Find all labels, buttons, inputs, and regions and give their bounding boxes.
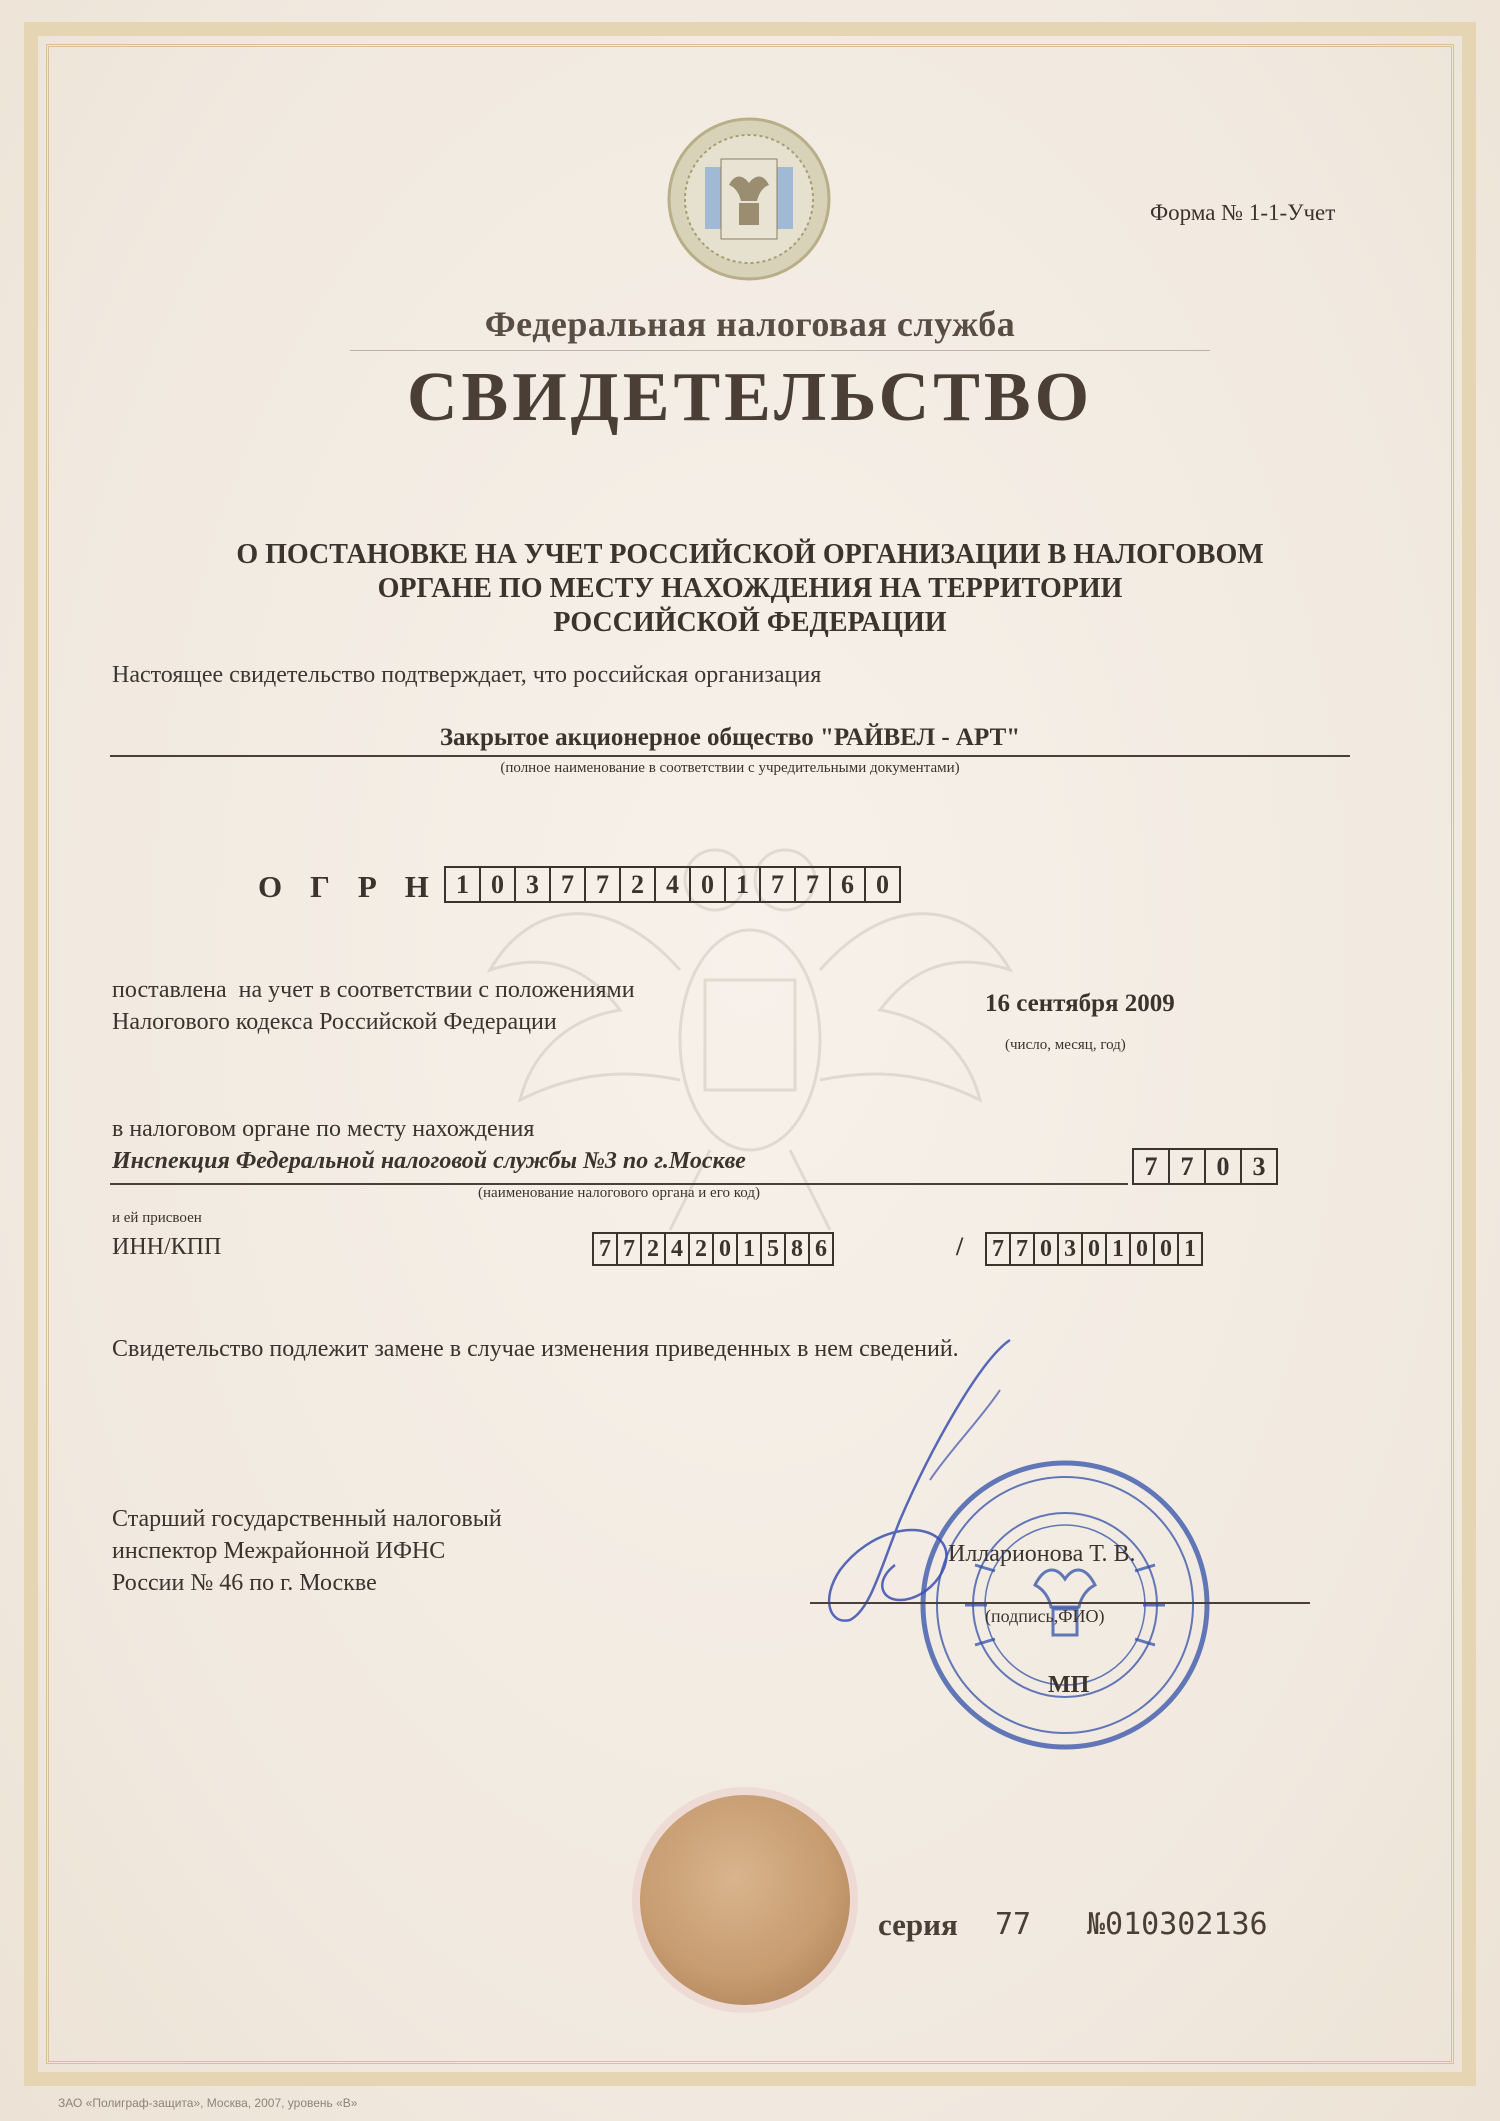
tax-authority-label: в налоговом органе по месту нахождения bbox=[112, 1116, 535, 1142]
document-title: СВИДЕТЕЛЬСТВО bbox=[406, 359, 1094, 436]
tax-code-boxes bbox=[1134, 1148, 1278, 1185]
inn-digit: 6 bbox=[808, 1232, 834, 1266]
organization-name: Закрытое акционерное общество "РАЙВЕЛ - АРТ" bbox=[439, 724, 1021, 751]
inn-digit: 7 bbox=[616, 1232, 642, 1266]
signatory-position bbox=[112, 1503, 502, 1599]
ogrn-digit: 6 bbox=[829, 866, 866, 903]
subtitle-line: РОССИЙСКОЙ ФЕДЕРАЦИИ bbox=[553, 607, 947, 638]
ogrn-digit: 0 bbox=[479, 866, 516, 903]
ogrn-digit: 0 bbox=[689, 866, 726, 903]
inn-digit-boxes bbox=[594, 1232, 834, 1266]
kpp-digit: 7 bbox=[985, 1232, 1011, 1266]
inn-digit: 5 bbox=[760, 1232, 786, 1266]
kpp-digit-boxes bbox=[987, 1232, 1203, 1266]
ogrn-digit: 7 bbox=[759, 866, 796, 903]
tax-code-digit: 3 bbox=[1240, 1148, 1278, 1185]
seal-place-mark: МП bbox=[1048, 1672, 1090, 1698]
assigned-label: и ей присвоен bbox=[112, 1210, 202, 1226]
registration-line: Налогового кодекса Российской Федерации bbox=[112, 1009, 557, 1035]
ogrn-label: ОГРН bbox=[258, 869, 457, 904]
tax-code-digit: 7 bbox=[1168, 1148, 1206, 1185]
ogrn-digit: 4 bbox=[654, 866, 691, 903]
signature-underline bbox=[810, 1602, 1310, 1604]
kpp-digit: 3 bbox=[1057, 1232, 1083, 1266]
registration-date: 16 сентября 2009 bbox=[985, 990, 1175, 1017]
signatory-name: Илларионова Т. В. bbox=[948, 1541, 1136, 1567]
ogrn-digit: 1 bbox=[444, 866, 481, 903]
kpp-digit: 1 bbox=[1105, 1232, 1131, 1266]
agency-name: Федеральная налоговая служба bbox=[484, 304, 1016, 344]
signatory-position-line: России № 46 по г. Москве bbox=[112, 1570, 377, 1596]
replacement-note: Свидетельство подлежит замене в случае изменения приведенных в нем сведений. bbox=[112, 1336, 959, 1362]
ogrn-digit-boxes bbox=[446, 866, 901, 903]
kpp-digit: 0 bbox=[1129, 1232, 1155, 1266]
tax-authority-caption: (наименование налогового органа и его код) bbox=[478, 1185, 760, 1201]
handwritten-signature-icon bbox=[810, 1330, 1040, 1630]
signatory-position-line: Старший государственный налоговый bbox=[112, 1506, 502, 1532]
series-number: 77 bbox=[995, 1907, 1032, 1942]
signatory-position-line: инспектор Межрайонной ИФНС bbox=[112, 1538, 446, 1564]
inn-digit: 7 bbox=[592, 1232, 618, 1266]
registration-line: поставлена на учет в соответствии с положениями bbox=[112, 977, 635, 1003]
inn-digit: 8 bbox=[784, 1232, 810, 1266]
registration-text bbox=[112, 974, 635, 1038]
ogrn-digit: 2 bbox=[619, 866, 656, 903]
ogrn-digit: 7 bbox=[549, 866, 586, 903]
tax-code-digit: 0 bbox=[1204, 1148, 1242, 1185]
organization-caption: (полное наименование в соответствии с учредительными документами) bbox=[500, 760, 960, 776]
inn-digit: 0 bbox=[712, 1232, 738, 1266]
ogrn-digit: 7 bbox=[584, 866, 621, 903]
inn-digit: 2 bbox=[688, 1232, 714, 1266]
kpp-digit: 0 bbox=[1081, 1232, 1107, 1266]
inn-digit: 1 bbox=[736, 1232, 762, 1266]
ogrn-digit: 0 bbox=[864, 866, 901, 903]
confirm-text: Настоящее свидетельство подтверждает, что российская организация bbox=[112, 662, 822, 688]
signature-caption: (подпись,ФИО) bbox=[985, 1606, 1105, 1626]
kpp-digit: 0 bbox=[1033, 1232, 1059, 1266]
printer-imprint: ЗАО «Полиграф-защита», Москва, 2007, уровень «В» bbox=[58, 2096, 358, 2110]
tax-authority-name: Инспекция Федеральной налоговой службы №3 по г.Москве bbox=[112, 1148, 746, 1174]
ogrn-digit: 1 bbox=[724, 866, 761, 903]
inn-digit: 4 bbox=[664, 1232, 690, 1266]
organization-underline bbox=[110, 755, 1350, 757]
kpp-digit: 0 bbox=[1153, 1232, 1179, 1266]
gold-seal-icon bbox=[640, 1795, 850, 2005]
subtitle-line: ОРГАНЕ ПО МЕСТУ НАХОЖДЕНИЯ НА ТЕРРИТОРИИ bbox=[377, 573, 1123, 604]
series-label: серия bbox=[878, 1907, 958, 1942]
ogrn-digit: 7 bbox=[794, 866, 831, 903]
agency-divider bbox=[350, 350, 1210, 351]
ogrn-digit: 3 bbox=[514, 866, 551, 903]
inn-kpp-label: ИНН/КПП bbox=[112, 1234, 222, 1260]
kpp-digit: 1 bbox=[1177, 1232, 1203, 1266]
subtitle-line: О ПОСТАНОВКЕ НА УЧЕТ РОССИЙСКОЙ ОРГАНИЗАЦИИ В НАЛОГОВОМ bbox=[236, 539, 1264, 570]
kpp-digit: 7 bbox=[1009, 1232, 1035, 1266]
hologram-emblem-icon bbox=[665, 115, 833, 283]
form-number: Форма № 1-1-Учет bbox=[1150, 200, 1336, 225]
registration-date-caption: (число, месяц, год) bbox=[1005, 1037, 1126, 1053]
document-subtitle bbox=[0, 538, 1500, 640]
serial-number: №010302136 bbox=[1087, 1907, 1268, 1942]
inn-digit: 2 bbox=[640, 1232, 666, 1266]
inn-kpp-separator: / bbox=[956, 1232, 964, 1261]
tax-code-digit: 7 bbox=[1132, 1148, 1170, 1185]
